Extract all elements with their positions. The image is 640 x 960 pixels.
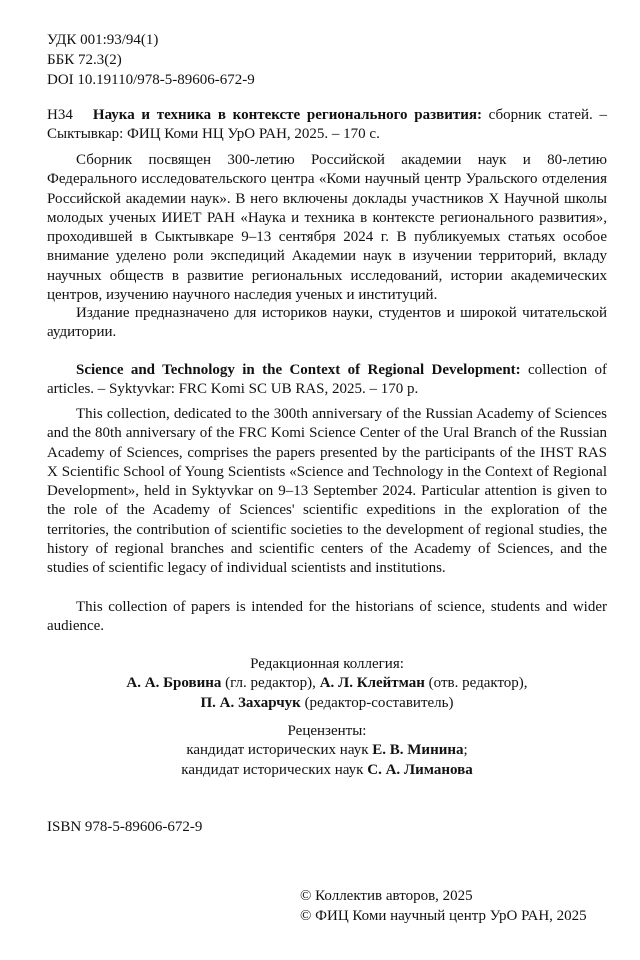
board-line-1 (47, 674, 607, 693)
reviewer-degree: кандидат исторических наук (186, 742, 369, 759)
reviewer-name: С. А. Лиманова (367, 761, 473, 778)
en-title: Science and Technology in the Context of Regional Development: (76, 362, 521, 378)
copyright-line-1: © Коллектив авторов, 2025 (300, 888, 473, 904)
board-member-role: (отв. редактор), (428, 675, 528, 692)
classification-codes (47, 30, 607, 90)
en-abstract: This collection, dedicated to the 300th anniversary of the Russian Academy of Sciences and the 80th anniversary of the FRC Komi Science Center of the Ural Branch of the Russian Academy of Sciences, comprises the papers presented by the participants of the IHST RAS X Scientific School of Young Scientists «Science and Technology in the Context of Regional Development», held in Syktyvkar on 9–13 September 2024. Particular attention is given to the role of the Academy of Sciences' scientific expeditions in the exploration of the territories, the contribution of scientific societies to the development of regional studies, the history of regional branches and scientific centers of the Academy of Sciences, and the studies of scientific legacy of individual scientists and institutions. (47, 406, 607, 577)
ru-title-rest: сборник статей. – Сыктывкар: ФИЦ Коми НЦ УрО РАН, 2025. – 170 с. (47, 107, 607, 143)
reviewer-degree: кандидат исторических наук (181, 761, 364, 778)
isbn: ISBN 978-5-89606-672-9 (47, 819, 203, 835)
en-bibliographic-entry (47, 361, 607, 400)
en-title-rest: collection of articles. – Syktyvkar: FRC Komi SC UB RAS, 2025. – 170 p. (47, 362, 608, 398)
ru-abstract: Сборник посвящен 300-летию Российской академии наук и 80-летию Федерального исследовательского центра «Коми научный центр Уральского отделения Российской академии наук». В него включены доклады участников X Научной школы молодых ученых ИИЕТ РАН «Наука и техника в контексте регионального развития», проходившей в Сыктывкаре 9–13 сентября 2024 г. В публикуемых статьях особое внимание уделено роли экспедиций Академии наук в изучении территорий, вкладу научных обществ в развитие региональных исследований, истории академических центров, изучению научного наследия ученых и институций. (47, 152, 607, 304)
ru-bibliographic-entry (47, 106, 607, 145)
ru-title: Наука и техника в контексте регионального развития: (92, 107, 482, 123)
editorial-board (47, 655, 607, 713)
board-line-2 (47, 694, 607, 713)
reviewer-name: Е. В. Минина (372, 742, 464, 759)
en-audience: This collection of papers is intended for the historians of science, students and wider audience. (47, 599, 607, 635)
reviewer-line-1 (47, 741, 607, 760)
board-member-role: (гл. редактор), (225, 675, 316, 692)
copyright-notice (300, 886, 587, 926)
board-member-name: А. А. Бровина (126, 675, 222, 692)
bbk-code: ББК 72.3(2) (47, 52, 122, 68)
board-member-name: А. Л. Клейтман (319, 675, 425, 692)
reviewers (47, 722, 607, 780)
reviewers-heading: Рецензенты: (287, 723, 367, 739)
udk-code: УДК 001:93/94(1) (47, 32, 159, 48)
board-member-role: (редактор-составитель) (304, 694, 454, 711)
reviewer-line-2 (47, 761, 607, 780)
board-member-name: П. А. Захарчук (200, 694, 301, 711)
doi-code: DOI 10.19110/978-5-89606-672-9 (47, 72, 255, 88)
copyright-line-2: © ФИЦ Коми научный центр УрО РАН, 2025 (300, 908, 587, 924)
board-heading: Редакционная коллегия: (250, 656, 404, 672)
ru-audience: Издание предназначено для историков науки, студентов и широкой читательской аудитории. (47, 305, 607, 341)
ru-author-code: Н34 (47, 107, 73, 123)
reviewer-separator: ; (463, 742, 468, 759)
